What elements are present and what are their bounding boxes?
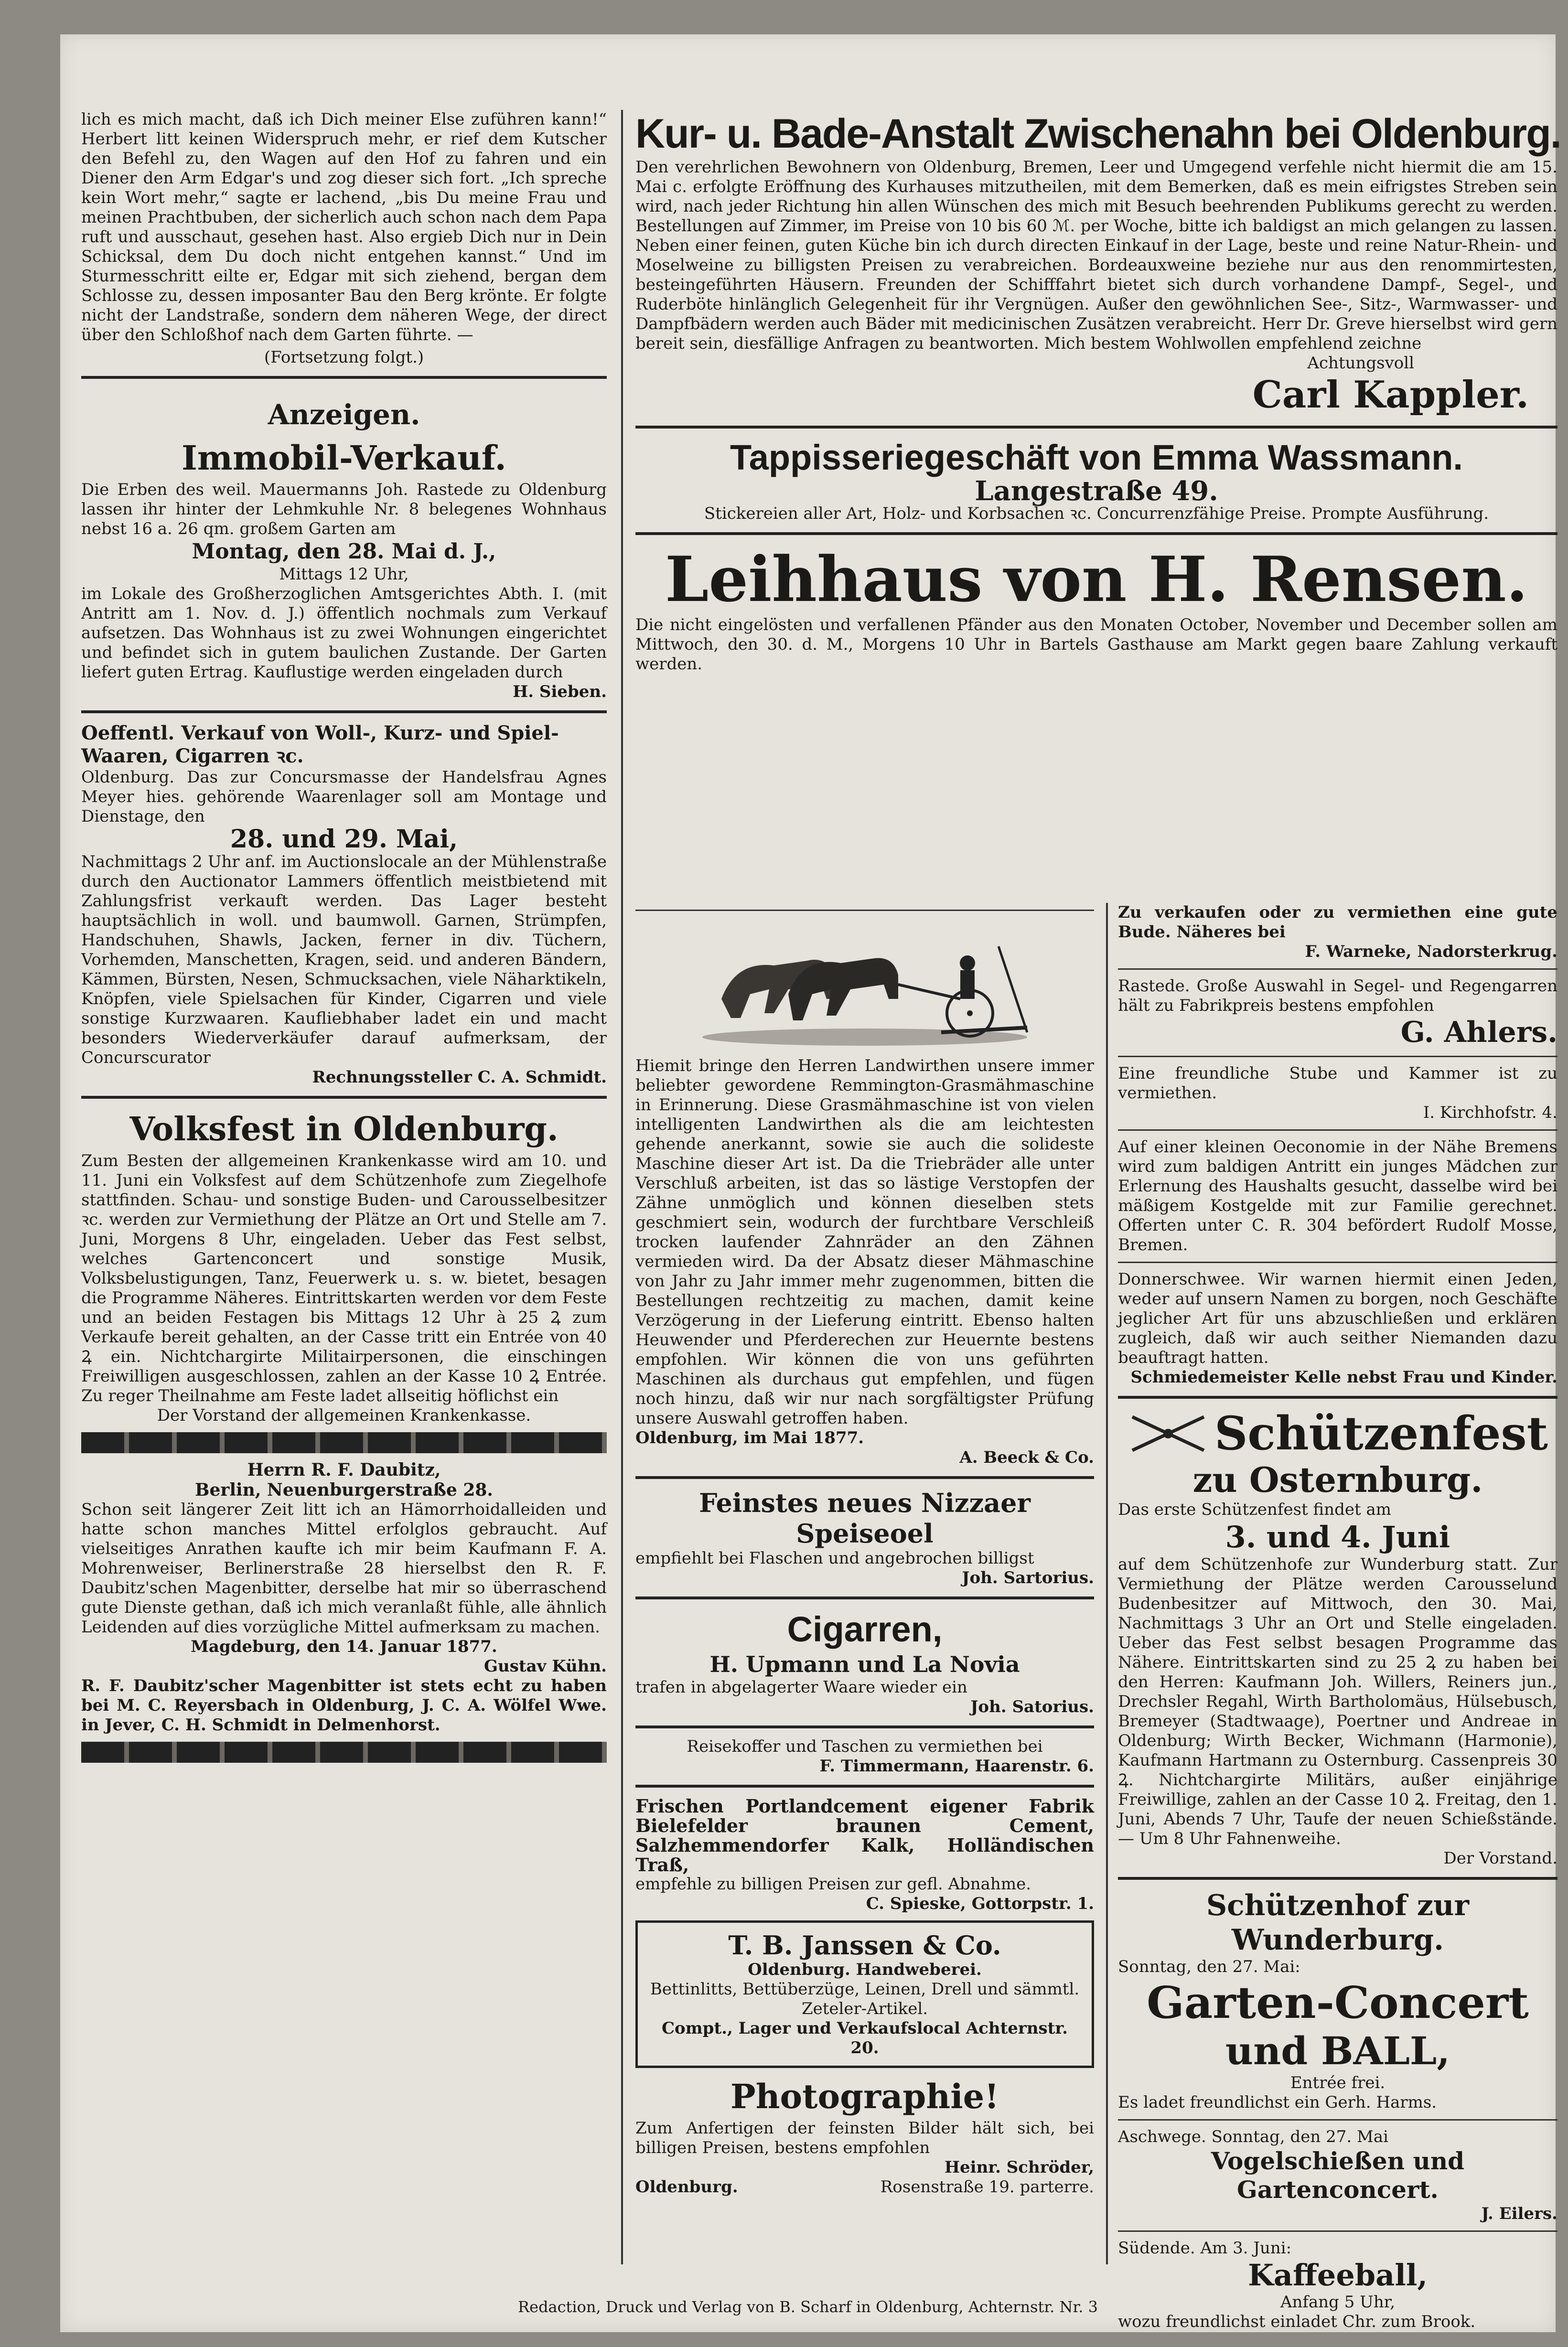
oecon-body: Auf einer kleinen Oeconomie in der Nähe Bremens wird zum baldigen Antritt ein junges Mädchen zur Erlernung des Haushalts gesucht, dasselbe wird bei mäßigem Kostgelde mit zur Familie gerechnet. Offerten unter C. R. 304 befördert Rudolf Mosse, Bremen. (1118, 1137, 1557, 1254)
kur-achtung: Achtungsvoll (1307, 354, 1414, 373)
mower-column (635, 903, 1094, 2264)
oel-signature: Joh. Sartorius. (962, 1568, 1094, 1587)
anzeigen-heading: Anzeigen. (268, 398, 420, 431)
photo-addr: Rosenstraße 19. parterre. (880, 2177, 1094, 2197)
immobil-body2: im Lokale des Großherzoglichen Amtsgerichtes Abth. I. (mit Antritt am 1. Nov. d. J.) öffentlich nochmals zum Verkauf aufsetzen. Das Wohnhaus ist zu zwei Wohnungen eingerichtet und befindet sich in gutem baulichen Zustande. Der Garten liefert guten Ertrag. Kauflustige werden eingeladen durch (81, 584, 607, 682)
wunder-date: Sonntag, den 27. Mai: (1118, 1957, 1300, 1976)
suede-title: Kaffeeball, (1247, 2258, 1428, 2293)
divider (1118, 968, 1557, 970)
schuetz-signature: Der Vorstand. (1443, 1849, 1557, 1868)
divider (1118, 1262, 1557, 1263)
immobil-body: Die Erben des weil. Mauermanns Joh. Rastede zu Oldenburg lassen ihr hinter der Lehmkuhle Nr. 8 belegenes Wohnhaus nebst 16 a. 26 qm. großem Garten am (81, 480, 607, 538)
janssen-footer: Compt., Lager und Verkaufslocal Achternstr. 20. (661, 2019, 1068, 2058)
volksfest-title: Volksfest in Oldenburg. (129, 1110, 558, 1148)
wunder-title: Schützenhof zur Wunderburg. (1206, 1889, 1470, 1957)
imprint-footer: Redaction, Druck und Verlag von B. Scharf in Oldenburg, Achternstr. Nr. 3 (518, 2298, 1098, 2316)
aschw-body: Aschwege. Sonntag, den 27. Mai (1118, 2127, 1388, 2146)
verkauf-signature: Rechnungssteller C. A. Schmidt. (312, 1068, 607, 1087)
divider (635, 1725, 1094, 1728)
tapp-address: Langestraße 49. (975, 475, 1218, 507)
aschw-signature: J. Eilers. (1481, 2204, 1557, 2223)
story-fortsetzung: (Fortsetzung folgt.) (264, 348, 424, 367)
immobil-date: Montag, den 28. Mai d. J., (192, 539, 496, 564)
verkauf-date: 28. und 29. Mai, (230, 825, 458, 854)
schuetz-intro: Das erste Schützenfest findet am (1118, 1500, 1391, 1519)
crossed-rifles-icon (1128, 1412, 1209, 1455)
mower-place: Oldenburg, im Mai 1877. (635, 1428, 864, 1447)
schuetz-date: 3. und 4. Juni (1225, 1520, 1450, 1554)
verkauf-body: Oldenburg. Das zur Concursmasse der Handelsfrau Agnes Meyer hies. gehörende Waarenlager soll am Montage und Dienstage, den (81, 768, 607, 826)
left-column (81, 110, 607, 2264)
immobil-time: Mittags 12 Uhr, (279, 565, 409, 584)
suede-time: Anfang 5 Uhr, (1280, 2293, 1396, 2312)
aschw-title: Vogelschießen und Gartenconcert. (1211, 2147, 1465, 2204)
janssen-title: T. B. Janssen & Co. (728, 1930, 1001, 1961)
stube-signature: I. Kirchhofstr. 4. (1423, 1103, 1557, 1122)
verkauf-title: Oeffentl. Verkauf von Woll-, Kurz- und Spiel-Waaren, Cigarren ꝛc. (81, 722, 559, 767)
divider (1118, 1396, 1557, 1399)
classifieds-column (1118, 903, 1557, 2331)
koffer-signature: F. Timmermann, Haarenstr. 6. (819, 1757, 1094, 1776)
koffer-body: Reisekoffer und Taschen zu vermiethen bei (687, 1737, 1043, 1756)
schuetz-body: auf dem Schützenhofe zur Wunderburg statt. Zur Vermiethung der Plätze werden Carousselund Budenbesitzer auf Mittwoch, den 30. Mai, Nachmittags 3 Uhr an Ort und Stelle eingeladen. Ueber das Fest selbst besagen Programme das Nähere. Eintrittskarten sind zu 25 Ꝝ zu haben bei den Herren: Kaufmann Joh. Willers, Reiners jun., Drechsler Regahl, Wirth Bartholomäus, Hülsebusch, Bremeyer (Stadtwaage), Poertner und Andreae in Oldenburg; Wirth Becker, Wichmann (Harmonie), Kaufmann Hartmann zu Osternburg. Cassenpreis 30 Ꝝ. Nichtchargirte Militärs, außer einjährige Freiwillige, zahlen an der Casse 10 Ꝝ. Freitag, den 1. Juni, Abends 7 Uhr, Taufe der neuen Schießstände. — Um 8 Uhr Fahnenweihe. (1118, 1555, 1557, 1848)
divider (81, 376, 607, 379)
ornamental-bar (81, 1742, 607, 1763)
photo-title: Photographie! (730, 2077, 999, 2116)
schuetz-title: Schützenfest (1214, 1406, 1548, 1460)
bude-body: Zu verkaufen oder zu vermiethen eine gute Bude. Näheres bei (1118, 903, 1557, 942)
daubitz-footer: R. F. Daubitz'scher Magenbitter ist stets echt zu haben bei M. C. Reyersbach in Oldenburg, J. C. A. Wölfel Wwe. in Jever, C. H. Schmidt in Delmenhorst. (81, 1676, 607, 1735)
story-continuation: lich es mich macht, daß ich Dich meiner Else zuführen kann!“ Herbert litt keinen Widerspruch mehr, er rief dem Kutscher den Befehl zu, den Wagen auf den Hof zu fahren und ein Diener den Arm Edgar's und zog dieser sich fort. „Ich spreche kein Wort mehr,“ sagte er lachend, „bis Du meine Frau und meinen Prachtbuben, der sicherlich auch schon nach dem Papa ruft und ausschaut, gesehen hast. Also ergieb Dich nur in Dein Schicksal, dem Du doch nicht entgehen kannst.“ Und im Sturmesschritt eilte er, Edgar mit sich ziehend, bergan dem Schlosse zu, dessen imposanter Bau den Berg krönte. Er folgte nicht der Landstraße, sondern dem näheren Wege, der direct über den Schloßhof nach dem Garten führte. — (81, 110, 607, 344)
suede-body: Südende. Am 3. Juni: (1118, 2239, 1292, 2258)
kur-signature: Carl Kappler. (1252, 373, 1529, 417)
divider (81, 710, 607, 713)
donner-signature: Schmiedemeister Kelle nebst Frau und Kinder. (1130, 1368, 1557, 1387)
wunder-concert: Garten-Concert (1147, 1977, 1529, 2028)
ahlers-body: Rastede. Große Auswahl in Segel- und Regengarren hält zu Fabrikpreis bestens empfohlen (1118, 976, 1557, 1015)
daubitz-body: Schon seit längerer Zeit litt ich an Hämorrhoidalleiden und hatte schon manches Mittel erfolglos gebraucht. Auf vielseitiges Anrathen kaufte ich mir beim Kaufmann F. A. Mohrenweiser, Berlinerstraße 28 hierselbst den R. F. Daubitz'schen Magenbitter, derselbe hat mir so überraschend gute Dienste gethan, daß ich mich veranlaßt fühle, alle ähnlich Leidenden auf dies vorzügliche Mittel aufmerksam zu machen. (81, 1500, 607, 1637)
oel-body: empfiehlt bei Flaschen und angebrochen billigst (635, 1549, 1034, 1568)
column-divider (621, 110, 623, 2264)
ahlers-signature: G. Ahlers. (1400, 1016, 1557, 1049)
divider (81, 1096, 607, 1099)
tapp-body: Stickereien aller Art, Holz- und Korbsachen ꝛc. Concurrenzfähige Preise. Prompte Ausführung. (704, 504, 1489, 523)
bude-signature: F. Warneke, Nadorsterkrug. (1305, 942, 1557, 961)
divider (635, 1597, 1094, 1599)
mower-illustration (693, 918, 1037, 1051)
daubitz-place: Magdeburg, den 14. Januar 1877. (191, 1637, 497, 1656)
schuetz-subtitle: zu Osternburg. (1192, 1459, 1483, 1500)
stube-body: Eine freundliche Stube und Kammer ist zu vermiethen. (1118, 1064, 1557, 1103)
janssen-body: Bettinlitts, Bettüberzüge, Leinen, Drell und sämmtl. Zeteler-Artikel. (650, 1980, 1080, 2018)
schuetz-header (1118, 1407, 1557, 1460)
cement-body: Frischen Portlandcement eigener Fabrik Bielefelder braunen Cement, Salzhemmendorfer Kalk, Holländischen Traß, (635, 1795, 1094, 1875)
leih-title: Leihhaus von H. Rensen. (665, 543, 1528, 616)
subcolumn-divider (1106, 903, 1108, 2264)
divider (635, 910, 1094, 911)
daubitz-head2: Berlin, Neuenburgerstraße 28. (195, 1480, 493, 1500)
photo-place: Oldenburg. (635, 2177, 738, 2197)
daubitz-signature: Gustav Kühn. (483, 1657, 607, 1676)
leih-body: Die nicht eingelösten und verfallenen Pfänder aus den Monaten October, November und December sollen am Mittwoch, den 30. d. M., Morgens 10 Uhr in Bartels Gasthause am Markt gegen baare Zahlung verkauft werden. (635, 615, 1557, 674)
tapp-title: Tappisseriegeschäft von Emma Wassmann. (730, 438, 1463, 477)
kur-body: Den verehrlichen Bewohnern von Oldenburg, Bremen, Leer und Umgegend verfehle nicht hiermit die am 15. Mai c. erfolgte Eröffnung des Kurhauses mitzutheilen, mit dem Bemerken, daß es mein eifrigstes Streben sein wird, nach jeder Richtung hin allen Wünschen des mich mit Besuch beehrenden Publikums gerecht zu werden. Bestellungen auf Zimmer, im Preise von 10 bis 60 ℳ. per Woche, bitte ich baldigst an mich gelangen zu lassen. Neben einer feinen, guten Küche bin ich durch directen Einkauf in der Lage, beste und reine Natur-Rhein- und Moselweine zu billigsten Preisen zu verabreichen. Bordeauxweine beziehe nur aus den renommirtesten, besteingeführten Häusern. Freunden der Schifffahrt bietet sich durch vorhandene Dampf-, Segel-, und Ruderböte hinlänglich Gelegenheit für ihr Vergnügen. Außer den gewöhnlichen See-, Sitz-, Warmwasser- und Dampfbädern werden auch Bäder mit medicinischen Zusätzen verabreicht. Herr Dr. Greve hierselbst wird gern bereit sein, diesfällige Anfragen zu beantworten. Mich bestem Wohlwollen empfehlend zeichne (635, 158, 1557, 353)
cig-subtitle: H. Upmann und La Novia (709, 1651, 1020, 1677)
wunder-signature: Es ladet freundlichst ein Gerh. Harms. (1118, 2093, 1437, 2112)
divider (635, 532, 1557, 535)
daubitz-head1: Herrn R. F. Daubitz, (247, 1460, 441, 1480)
verkauf-body2: Nachmittags 2 Uhr anf. im Auctionslocale an der Mühlenstraße durch den Auctionator Lammers öffentlich meistbietend mit Zahlungsfrist verkauft werden. Das Lager besteht hauptsächlich in woll. und baumwoll. Garnen, Strümpfen, Handschuhen, Shawls, Jacken, ferner in div. Tüchern, Vorhemden, Manschetten, Kragen, seid. und anderen Bändern, Kämmen, Bürsten, Nesen, Schmucksachen, viele Näharktikeln, Knöpfen, viele Spielsachen für Kinder, Cigarren und viele sonstige Kurzwaaren. Kaufliebhaber ladet ein und macht besonders Wiederverkäufer darauf aufmerksam, der Concurscurator (81, 852, 607, 1067)
divider (1118, 1056, 1557, 1057)
photo-address (635, 2177, 1094, 2197)
wunder-ball: und BALL, (1225, 2028, 1450, 2073)
janssen-box (635, 1920, 1094, 2068)
divider (1118, 2230, 1557, 2232)
cement-signature: C. Spieske, Gottorpstr. 1. (866, 1894, 1094, 1913)
divider (1118, 1877, 1557, 1880)
ornamental-bar (81, 1432, 607, 1453)
divider (635, 1785, 1094, 1788)
photo-body: Zum Anfertigen der feinsten Bilder hält sich, bei billigen Preisen, bestens empfohlen (635, 2119, 1094, 2157)
cig-signature: Joh. Satorius. (970, 1697, 1094, 1716)
janssen-sub: Oldenburg. Handweberei. (748, 1960, 982, 1979)
mower-signature: A. Beeck & Co. (959, 1448, 1094, 1467)
donner-body: Donnerschwee. Wir warnen hiermit einen Jeden, weder auf unsern Namen zu borgen, noch Geschäfte jeglicher Art für uns abzuschließen und erklären zugleich, daß wir auch seither Niemanden dazu beauftragt hatten. (1118, 1270, 1557, 1367)
divider (1118, 1129, 1557, 1131)
wunder-entree: Entrée frei. (1290, 2073, 1385, 2092)
immobil-title: Immobil-Verkauf. (182, 438, 506, 478)
cig-title: Cigarren, (787, 1609, 943, 1649)
kur-title: Kur- u. Bade-Anstalt Zwischenahn bei Oldenburg. (635, 111, 1561, 157)
immobil-signature: H. Sieben. (513, 682, 607, 701)
cement-body2: empfehle zu billigen Preisen zur gefl. Abnahme. (635, 1875, 1031, 1894)
divider (635, 1476, 1094, 1479)
volksfest-body: Zum Besten der allgemeinen Krankenkasse wird am 10. und 11. Juni ein Volksfest auf dem Schützenhofe zum Ziegelhofe stattfinden. Schau- und sonstige Buden- und Carousselbesitzer ꝛc. werden zur Vermiethung der Plätze an Ort und Stelle am 7. Juni, Morgens 8 Uhr, eingeladen. Ueber das Fest selbst, welches Gartenconcert und sonstige Musik, Volksbelustigungen, Tanz, Feuerwerk u. s. w. bietet, besagen die Programme Näheres. Eintrittskarten werden vor dem Feste und an beiden Festagen bis Mittags 12 Uhr à 25 Ꝝ zum Verkaufe bereit gehalten, an der Casse tritt ein Entrée von 40 Ꝝ ein. Nichtchargirte Militairpersonen, die einschingen Freiwilligen ausgeschlossen, zahlen an der Kasse 10 Ꝝ Entrée. Zu reger Theilnahme am Feste ladet allseitig höflichst ein (81, 1151, 607, 1405)
mower-body: Hiemit bringe den Herren Landwirthen unsere immer beliebter gewordene Remmington-Grasmähmaschine in Erinnerung. Diese Grasmähmaschine ist von vielen intelligenten Landwirthen als die am leichtesten gehende anerkannt, sowie sie auch die solideste Maschine dieser Art ist. Da die Triebräder alle unter Verschluß arbeiten, ist das so lästige Verstopfen der Zähne unmöglich und können dieselben stets geschmiert sein, wodurch der furchtbare Verschleiß trocken laufender Zahnräder an den Zähnen vermieden wird. Da der Absatz dieser Mähmaschine von Jahr zu Jahr immer mehr zugenommen, bitten die Bestellungen rechtzeitig zu machen, damit keine Verzögerung in der Lieferung eintritt. Ebenso halten Heuwender und Pferderechen zur Heuernte bestens empfohlen. Wir können die von uns geführten Maschinen als durchaus gut empfehlen, und fügen noch hinzu, daß wir nur nach sorgfältigster Prüfung unsere Auswahl getroffen haben. (635, 1056, 1094, 1428)
photo-signature: Heinr. Schröder, (944, 2158, 1094, 2177)
cig-body: trafen in abgelagerter Waare wieder ein (635, 1678, 967, 1697)
divider (1118, 2119, 1557, 2121)
volksfest-signature: Der Vorstand der allgemeinen Krankenkasse. (157, 1406, 531, 1425)
suede-signature: wozu freundlichst einladet Chr. zum Brook. (1118, 2312, 1476, 2331)
oel-title: Feinstes neues Nizzaer Speiseoel (699, 1488, 1031, 1549)
divider (635, 426, 1557, 429)
